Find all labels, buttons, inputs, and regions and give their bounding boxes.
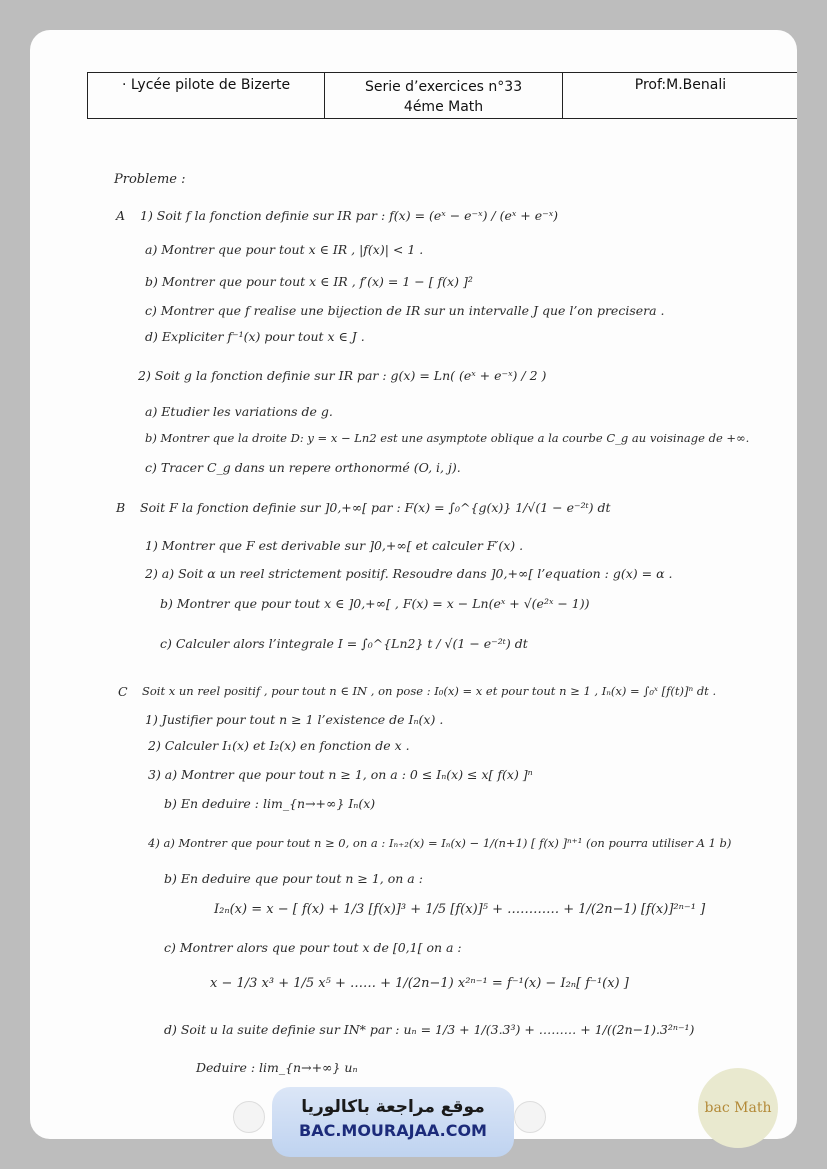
class-name: 4éme Math <box>403 99 484 115</box>
part-a-label: A <box>116 208 126 223</box>
part-c-q4b: b) En deduire que pour tout n ≥ 1, on a : <box>164 871 423 886</box>
right-badge-icon <box>514 1101 546 1133</box>
part-c-q3b: b) En deduire : lim_{n→+∞} Iₙ(x) <box>164 796 376 811</box>
part-a-q1: 1) Soit f la fonction definie sur IR par : f(x) = (eˣ − e⁻ˣ) / (eˣ + e⁻ˣ) <box>140 208 559 223</box>
part-b-intro: Soit F la fonction definie sur ]0,+∞[ par : F(x) = ∫₀^{g(x)} 1/√(1 − e⁻²ᵗ) dt <box>140 500 611 515</box>
part-c-q4c: c) Montrer alors que pour tout x de [0,1[ on a : <box>164 940 462 955</box>
part-a-q1c: c) Montrer que f realise une bijection de IR sur un intervalle J que l’on precisera . <box>145 303 665 318</box>
part-a-q2a: a) Etudier les variations de g. <box>145 404 333 419</box>
series-title: Serie d’exercices n°33 <box>364 79 523 95</box>
header-table <box>87 72 797 119</box>
school-cell: · Lycée pilote de Bizerte <box>88 73 325 119</box>
part-a-q1a: a) Montrer que pour tout x ∈ IR , |f(x)| < 1 . <box>145 242 424 257</box>
part-c-q2: 2) Calculer I₁(x) et I₂(x) en fonction de x . <box>148 738 410 753</box>
part-c-intro: Soit x un reel positif , pour tout n ∈ IN , on pose : I₀(x) = x et pour tout n ≥ 1 , Iₙ(x) = ∫₀ˣ [f(t)]ⁿ dt . <box>142 684 717 698</box>
part-b-q1: 1) Montrer que F est derivable sur ]0,+∞[ et calculer F′(x) . <box>145 538 524 553</box>
prof-cell: Prof:M.Benali <box>562 73 797 119</box>
part-b-label: B <box>116 500 126 515</box>
part-a-q1d: d) Expliciter f⁻¹(x) pour tout x ∈ J . <box>145 329 365 344</box>
footer-site-link[interactable]: BAC.MOURAJAA.COM <box>299 1121 487 1140</box>
part-b-q2b: b) Montrer que pour tout x ∈ ]0,+∞[ , F(x) = x − Ln(eˣ + √(e²ˣ − 1)) <box>160 596 590 611</box>
bac-math-logo-icon: bac Math <box>698 1068 778 1148</box>
part-c-q4c-formula: x − 1/3 x³ + 1/5 x⁵ + …… + 1/(2n−1) x²ⁿ⁻¹ = f⁻¹(x) − I₂ₙ[ f⁻¹(x) ] <box>210 976 629 991</box>
footer-banner[interactable] <box>272 1087 514 1157</box>
part-a-q2c: c) Tracer C_g dans un repere orthonormé (O, i, j). <box>145 460 461 475</box>
part-b-q2c: c) Calculer alors l’integrale I = ∫₀^{Ln2} t / √(1 − e⁻²ᵗ) dt <box>160 636 528 651</box>
part-c-q1: 1) Justifier pour tout n ≥ 1 l’existence de Iₙ(x) . <box>145 712 444 727</box>
part-c-q4e: Deduire : lim_{n→+∞} uₙ <box>196 1060 358 1075</box>
part-a-q1b: b) Montrer que pour tout x ∈ IR , f′(x) = 1 − [ f(x) ]² <box>145 274 473 289</box>
part-c-q4b-formula: I₂ₙ(x) = x − [ f(x) + 1/3 [f(x)]³ + 1/5 [f(x)]⁵ + ………… + 1/(2n−1) [f(x)]²ⁿ⁻¹ ] <box>214 902 706 917</box>
part-c-label: C <box>118 684 128 699</box>
part-a-q2b: b) Montrer que la droite D: y = x − Ln2 est une asymptote oblique a la courbe C_g au voisinage de +∞. <box>145 431 750 445</box>
part-c-q4d: d) Soit u la suite definie sur IN* par : uₙ = 1/3 + 1/(3.3³) + ……… + 1/((2n−1).3²ⁿ⁻¹) <box>164 1022 695 1037</box>
part-a-q2: 2) Soit g la fonction definie sur IR par : g(x) = Ln( (eˣ + e⁻ˣ) / 2 ) <box>138 368 547 383</box>
part-c-q4a: 4) a) Montrer que pour tout n ≥ 0, on a : Iₙ₊₂(x) = Iₙ(x) − 1/(n+1) [ f(x) ]ⁿ⁺¹ (on pourra utiliser A 1 b) <box>148 836 732 850</box>
left-badge-icon <box>233 1101 265 1133</box>
document-page <box>30 30 797 1139</box>
part-c-q3a: 3) a) Montrer que pour tout n ≥ 1, on a : 0 ≤ Iₙ(x) ≤ x[ f(x) ]ⁿ <box>148 767 533 782</box>
series-cell <box>325 73 563 119</box>
problem-title: Probleme : <box>114 172 186 187</box>
part-b-q2a: 2) a) Soit α un reel strictement positif. Resoudre dans ]0,+∞[ l’equation : g(x) = α . <box>145 566 673 581</box>
footer-arabic: موقع مراجعة باكالوريا <box>301 1097 485 1117</box>
